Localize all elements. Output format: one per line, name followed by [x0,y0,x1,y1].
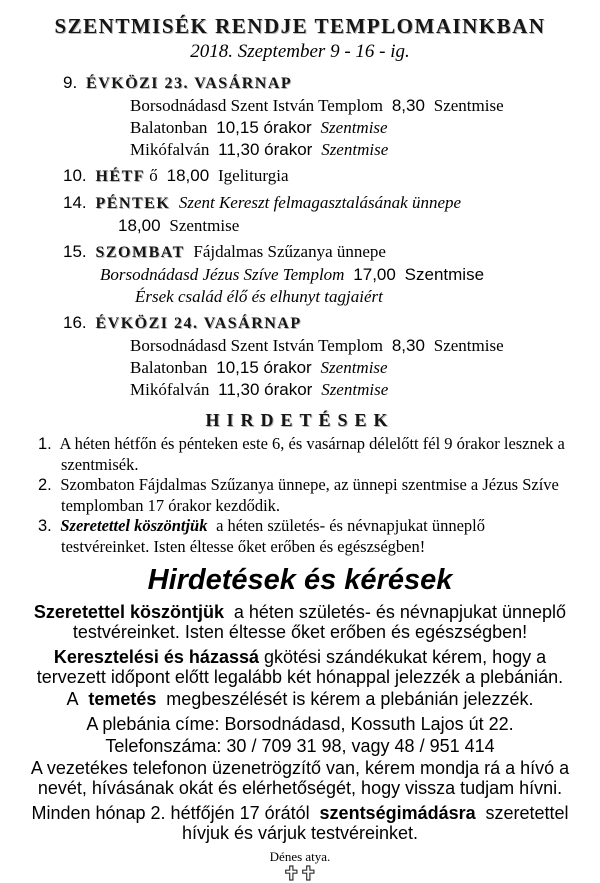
baptism-rest: gkötési szándékukat kérem, hogy a tervezett időpont előtt legalább két hónappal jelezzék a plebánián. [36,647,564,687]
mass-entry [130,379,600,400]
announcements-heading: HIRDETÉSEK [205,410,395,430]
phone-line: Telefonszáma: 30 / 709 31 98, vagy 48 / 951 414 [105,736,495,756]
cross-icon [302,865,315,881]
day-name: PÉNTEK [95,195,171,212]
place-name: Mikófalván [130,380,210,399]
mass-time: 8,30 [391,96,425,115]
day-number: 9. [63,73,78,92]
mass-label: Szentmise [169,216,240,235]
baptism-paragraph [28,647,572,687]
funeral-bold: temetés [88,689,157,709]
announcements-list [38,434,570,556]
mass-entry [100,264,600,285]
day-number: 15. [63,242,87,261]
item-number: 2. [38,476,52,494]
funeral-rest: megbeszélését is kérem a plebánián jelezzék. [166,689,534,709]
mass-time: 18,00 [166,166,210,185]
mass-entry [118,215,600,236]
adoration-paragraph [28,803,572,843]
day-number: 16. [63,313,87,332]
item-text: a héten születés- és névnapjukat ünneplő testvéreinket. Isten éltesse őket erőben és egészségben! [61,516,486,556]
place-name: Mikófalván [130,140,210,159]
greeting-rest: a héten születés- és névnapjukat ünneplő testvéreinket. Isten éltesse őket erőben és egészségben! [72,602,567,642]
church-name: Borsodnádasd Szent István Templom [130,96,383,115]
day-heading-sunday24 [63,312,600,334]
mass-time: 10,15 órakor [216,118,312,137]
mass-label: Szentmise [433,96,504,115]
greeting-bold: Szeretettel köszöntjük [33,602,224,622]
feast-name: Szent Kereszt felmagasztalásának ünnepe [178,193,462,212]
item-text: Szombaton Fájdalmas Szűzanya ünnepe, az ünnepi szentmise a Jézus Szíve templomban 17 órakor kezdődik. [60,475,559,515]
item-lead: Szeretettel köszöntjük [60,516,208,535]
mass-label: Igeliturgia [217,166,289,185]
mass-time: 18,00 [118,216,161,235]
mass-time: 11,30 órakor [218,380,313,399]
day-heading-friday [63,192,600,214]
mass-time: 17,00 [353,265,396,284]
mass-entry [130,95,600,116]
mass-entry [130,139,600,160]
page-title: SZENTMISÉK RENDJE TEMPLOMAINKBAN [54,14,546,38]
signature: Dénes atya. [269,849,331,864]
funeral-pre: A [66,689,79,709]
funeral-paragraph [28,689,572,709]
day-number: 14. [63,193,87,212]
mass-label: Szentmise [320,358,388,377]
day-number: 10. [63,166,87,185]
mass-label: Szentmise [433,336,504,355]
cross-icons [0,865,600,883]
feast-name: Fájdalmas Szűzanya ünnepe [193,242,386,261]
answering-machine-paragraph: A vezetékes telefonon üzenetrögzítő van, kérem mondja rá a hívó a nevét, hívásának okát és elérhetőségét, hogy vissza tudjam hívni. [30,758,570,798]
mass-label: Szentmise [320,118,388,137]
announcement-item [38,475,570,515]
church-name: Borsodnádasd Szent István Templom [130,336,383,355]
day-heading-sunday23 [63,72,600,94]
adoration-pre: Minden hónap 2. hétfőjén 17 órától [31,803,310,823]
announcement-item [38,516,570,556]
mass-schedule [63,72,600,400]
address-line: A plebánia címe: Borsodnádasd, Kossuth Lajos út 22. [86,714,514,734]
adoration-bold: szentségimádásra [319,803,476,823]
mass-label: Szentmise [321,380,389,399]
mass-entry [130,117,600,138]
day-name: ÉVKÖZI 23. VASÁRNAP [86,75,293,92]
mass-entry [130,357,600,378]
greeting-paragraph [28,602,572,642]
item-text: A héten hétfőn és pénteken este 6, és vasárnap délelőtt fél 9 órakor lesznek a szentmisék. [59,434,565,474]
mass-intention: Érsek család élő és elhunyt tagjaiért [135,287,383,306]
announcement-item [38,434,570,474]
mass-label: Szentmise [321,140,389,159]
day-name: ÉVKÖZI 24. VASÁRNAP [95,315,302,332]
mass-time: 10,15 órakor [216,358,312,377]
adoration-rest: szeretettel hívjuk és várjuk testvéreinket. [181,803,569,843]
place-name: Balatonban [130,118,208,137]
day-name: HÉTF [95,168,146,185]
cross-icon [285,865,298,881]
church-name: Borsodnádasd Jézus Szíve Templom [100,265,345,284]
baptism-bold: Keresztelési és házassá [53,647,259,667]
mass-time: 11,30 órakor [218,140,313,159]
day-name: SZOMBAT [95,244,185,261]
date-range: 2018. Szeptember 9 - 16 - ig. [190,41,410,62]
mass-entry [130,335,600,356]
day-heading-monday [63,165,600,187]
day-name-suffix: ő [149,166,158,185]
item-number: 3. [38,517,52,535]
mass-label: Szentmise [404,265,485,284]
place-name: Balatonban [130,358,208,377]
mass-time: 8,30 [391,336,425,355]
requests-heading: Hirdetések és kérések [147,564,453,596]
item-number: 1. [38,435,52,453]
day-heading-saturday [63,241,600,263]
